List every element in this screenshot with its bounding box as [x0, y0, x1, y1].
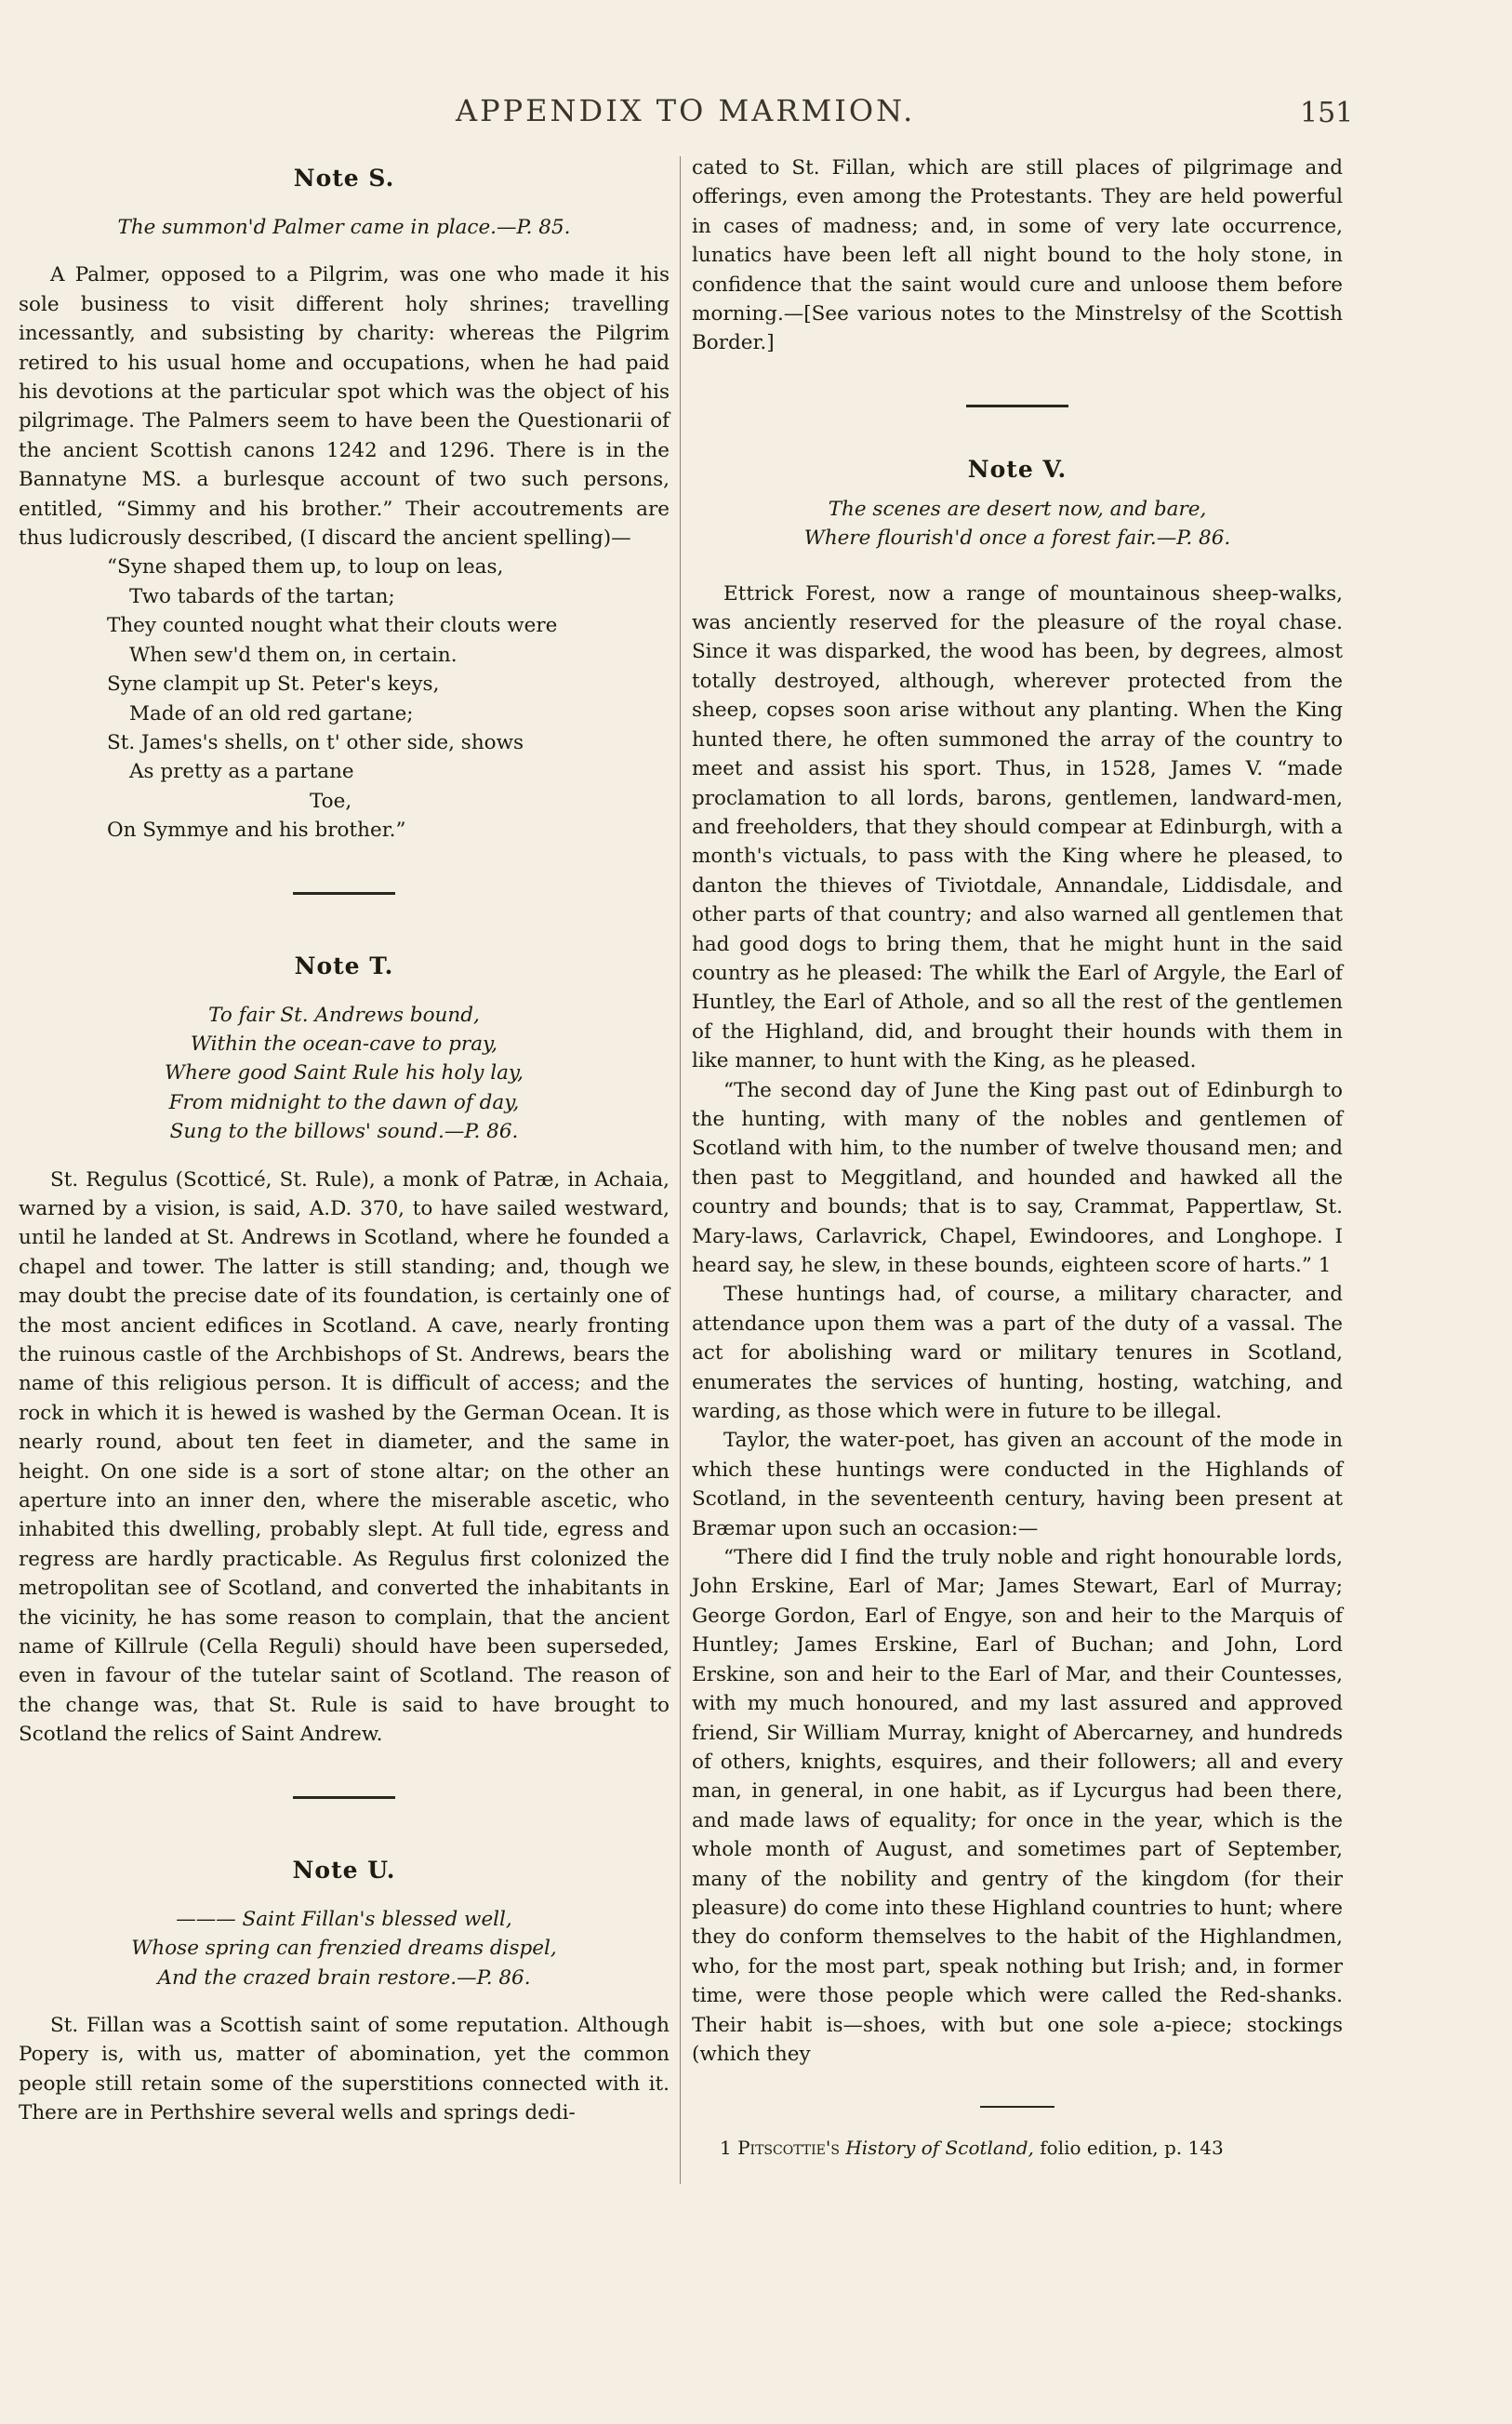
poem-line: Toe, [310, 789, 352, 813]
verse-line: Sung to the billows' sound.—P. 86. [169, 1120, 519, 1144]
note-v-verse [692, 495, 1343, 553]
right-column [692, 153, 1343, 2164]
note-v-heading: Note V. [967, 455, 1068, 483]
epigraph-line: The summon'd Palmer came in place.—P. 85. [117, 216, 571, 239]
note-t-verse [19, 1001, 670, 1147]
poem-line: St. James's shells, on t' other side, shows [107, 730, 524, 754]
verse-line: Where flourish'd once a forest fair.—P. 86. [803, 526, 1231, 551]
footnote-marker: 1 [720, 2137, 732, 2160]
note-u-heading: Note U. [292, 1856, 396, 1884]
poem-line: When sew'd them on, in certain. [129, 643, 458, 667]
verse-line: Whose spring can frenzied dreams dispel, [131, 1937, 557, 1961]
verse-line: And the crazed brain restore.—P. 86. [157, 1965, 531, 1990]
note-u-paragraph: St. Fillan was a Scottish saint of some reputation. Although Popery is, with us, matter of abomination, yet the common people still retain some of the superstitions connected with it. There are in Perthshire several wells and springs dedi- [19, 2013, 670, 2125]
note-s-epigraph [19, 213, 670, 242]
poem-line: As pretty as a partane [129, 760, 354, 784]
verse-line: From midnight to the dawn of day, [168, 1090, 520, 1114]
poem-line: Two tabards of the tartan; [129, 584, 395, 608]
poem-line: They counted nought what their clouts were [107, 614, 558, 638]
running-title: APPENDIX TO MARMION. [456, 93, 916, 128]
left-column [19, 153, 670, 2128]
note-s-heading: Note S. [293, 165, 395, 192]
page-header [0, 93, 1512, 140]
note-v-paragraph: “There did I find the truly noble and right honourable lords, John Erskine, Earl of Mar; James Stewart, Earl of Murray; George Gordon, Earl of Engye, son and heir to the Marquis of Huntley; James Erskine, Earl of Buchan; and John, Lord Erskine, son and heir to the Earl of Mar, and their Countesses, with my much honoured, and my last assured and approved friend, Sir William Murray, knight of Abercarney, and hundreds of others, knights, esquires, and their followers; all and every man, in general, in one habit, as if Lycurgus had been there, and made laws of equality; for once in the year, which is the whole month of August, and sometimes part of September, many of the nobility and gentry of the kingdom (for their pleasure) do come into these Highland countries to hunt; where they do conform themselves to the habit of the Highlandmen, who, for the most part, speak nothing but Irish; and, in former time, were those people which were called the Red-shanks. Their habit is—shoes, with but one sole a-piece; stockings (which they [692, 1546, 1343, 2066]
continuation-paragraph: cated to St. Fillan, which are still places of pilgrimage and offerings, even among the Protestants. They are held powerful in cases of madness; and, in some of very late occurrence, lunatics have been left all night bound to the holy stone, in confidence that the saint would cure and unloose them before morning.—[See various notes to the Minstrelsy of the Scottish Border.] [692, 156, 1343, 355]
note-v-paragraph: Taylor, the water-poet, has given an account of the mode in which these huntings were conducted in the Highlands of Scotland, in the seventeenth century, having been present at Bræmar upon such an occasion:— [692, 1429, 1343, 1540]
note-v-paragraph: Ettrick Forest, now a range of mountainous sheep-walks, was anciently reserved for the pleasure of the royal chase. Since it was disparked, the wood has been, by degrees, almost totally destroyed, although, wherever protected from the sheep, copses soon arise without any planting. When the King hunted there, he often summoned the array of the country to meet and assist his sport. Thus, in 1528, James V. “made proclamation to all lords, barons, gentlemen, landward-men, and freeholders, that they should compear at Edinburgh, with a month's victuals, to pass with the King where he pleased, to danton the thieves of Tiviotdale, Annandale, Liddisdale, and other parts of that country; and also warned all gentlemen that had good dogs to bring them, that he might hunt in the said country as he pleased: The whilk the Earl of Argyle, the Earl of Huntley, the Earl of Athole, and so all the rest of the gentlemen of the Highland, did, and brought their hounds with them in like manner, to hunt with the King, as he pleased. [692, 581, 1343, 1073]
footnote-work: History of Scotland, [845, 2137, 1034, 2160]
verse-line: Within the ocean-cave to pray, [190, 1032, 498, 1056]
poem-line: Syne clampit up St. Peter's keys, [107, 673, 440, 697]
footnote-author: Pitscottie's [737, 2137, 840, 2160]
note-t-heading: Note T. [294, 952, 394, 979]
footnote-rest: folio edition, p. 143 [1040, 2137, 1224, 2160]
footnote [692, 2134, 1343, 2163]
verse-line: The scenes are desert now, and bare, [828, 497, 1207, 521]
verse-line: Where good Saint Rule his holy lay, [164, 1061, 524, 1085]
page-number: 151 [1300, 97, 1354, 129]
verse-line: To fair St. Andrews bound, [208, 1003, 480, 1027]
column-divider [680, 156, 681, 2184]
simmy-poem [107, 553, 670, 845]
note-v-paragraph: “The second day of June the King past out of Edinburgh to the hunting, with many of the nobles and gentlemen of Scotland with him, to the number of twelve thousand men; and then past to Meggitland, and hounded and hawked all the country and bounds; that is to say, Crammat, Pappertlaw, St. Mary-laws, Carlavrick, Chapel, Ewindoores, and Longhope. I heard say, he slew, in these bounds, eighteen score of harts.” 1 [692, 1078, 1343, 1277]
poem-line: Made of an old red gartane; [129, 701, 414, 726]
poem-line: “Syne shaped them up, to loup on leas, [107, 555, 504, 579]
note-s-paragraph: A Palmer, opposed to a Pilgrim, was one who made it his sole business to visit different holy shrines; travelling incessantly, and subsisting by charity: whereas the Pilgrim retired to his usual home and occupations, when he had paid his devotions at the particular spot which was the object of his pilgrimage. The Palmers seem to have been the Questionarii of the ancient Scottish canons 1242 and 1296. There is in the Bannatyne MS. a burlesque account of two such persons, entitled, “Simmy and his brother.” Their accoutrements are thus ludicrously described, (I discard the ancient spelling)— [19, 263, 670, 551]
poem-line: On Symmye and his brother.” [107, 819, 406, 843]
note-v-paragraph: These huntings had, of course, a military character, and attendance upon them was a part of the duty of a vassal. The act for abolishing ward or military tenures in Scotland, enumerates the services of hunting, hosting, watching, and warding, as those which were in future to be illegal. [692, 1283, 1343, 1424]
note-u-verse [19, 1905, 670, 1992]
verse-line: ——— Saint Fillan's blessed well, [176, 1907, 512, 1931]
note-t-paragraph: St. Regulus (Scotticé, St. Rule), a monk of Patræ, in Achaia, warned by a vision, is said, A.D. 370, to have sailed westward, until he landed at St. Andrews in Scotland, where he founded a chapel and tower. The latter is still standing; and, though we may doubt the precise date of its foundation, is certainly one of the most ancient edifices in Scotland. A cave, nearly fronting the ruinous castle of the Archbishops of St. Andrews, bears the name of this religious person. It is difficult of access; and the rock in which it is hewed is washed by the German Ocean. It is nearly round, about ten feet in diameter, and the same in height. On one side is a sort of stone altar; on the other an aperture into an inner den, where the miserable ascetic, who inhabited this dwelling, probably slept. At full tide, egress and regress are hardly practicable. As Regulus first colonized the metropolitan see of Scotland, and converted the inhabitants in the vicinity, he has some reason to complain, that the ancient name of Killrule (Cella Reguli) should have been superseded, even in favour of the tutelar saint of Scotland. The reason of the change was, that St. Rule is said to have brought to Scotland the relics of Saint Andrew. [19, 1167, 670, 1747]
